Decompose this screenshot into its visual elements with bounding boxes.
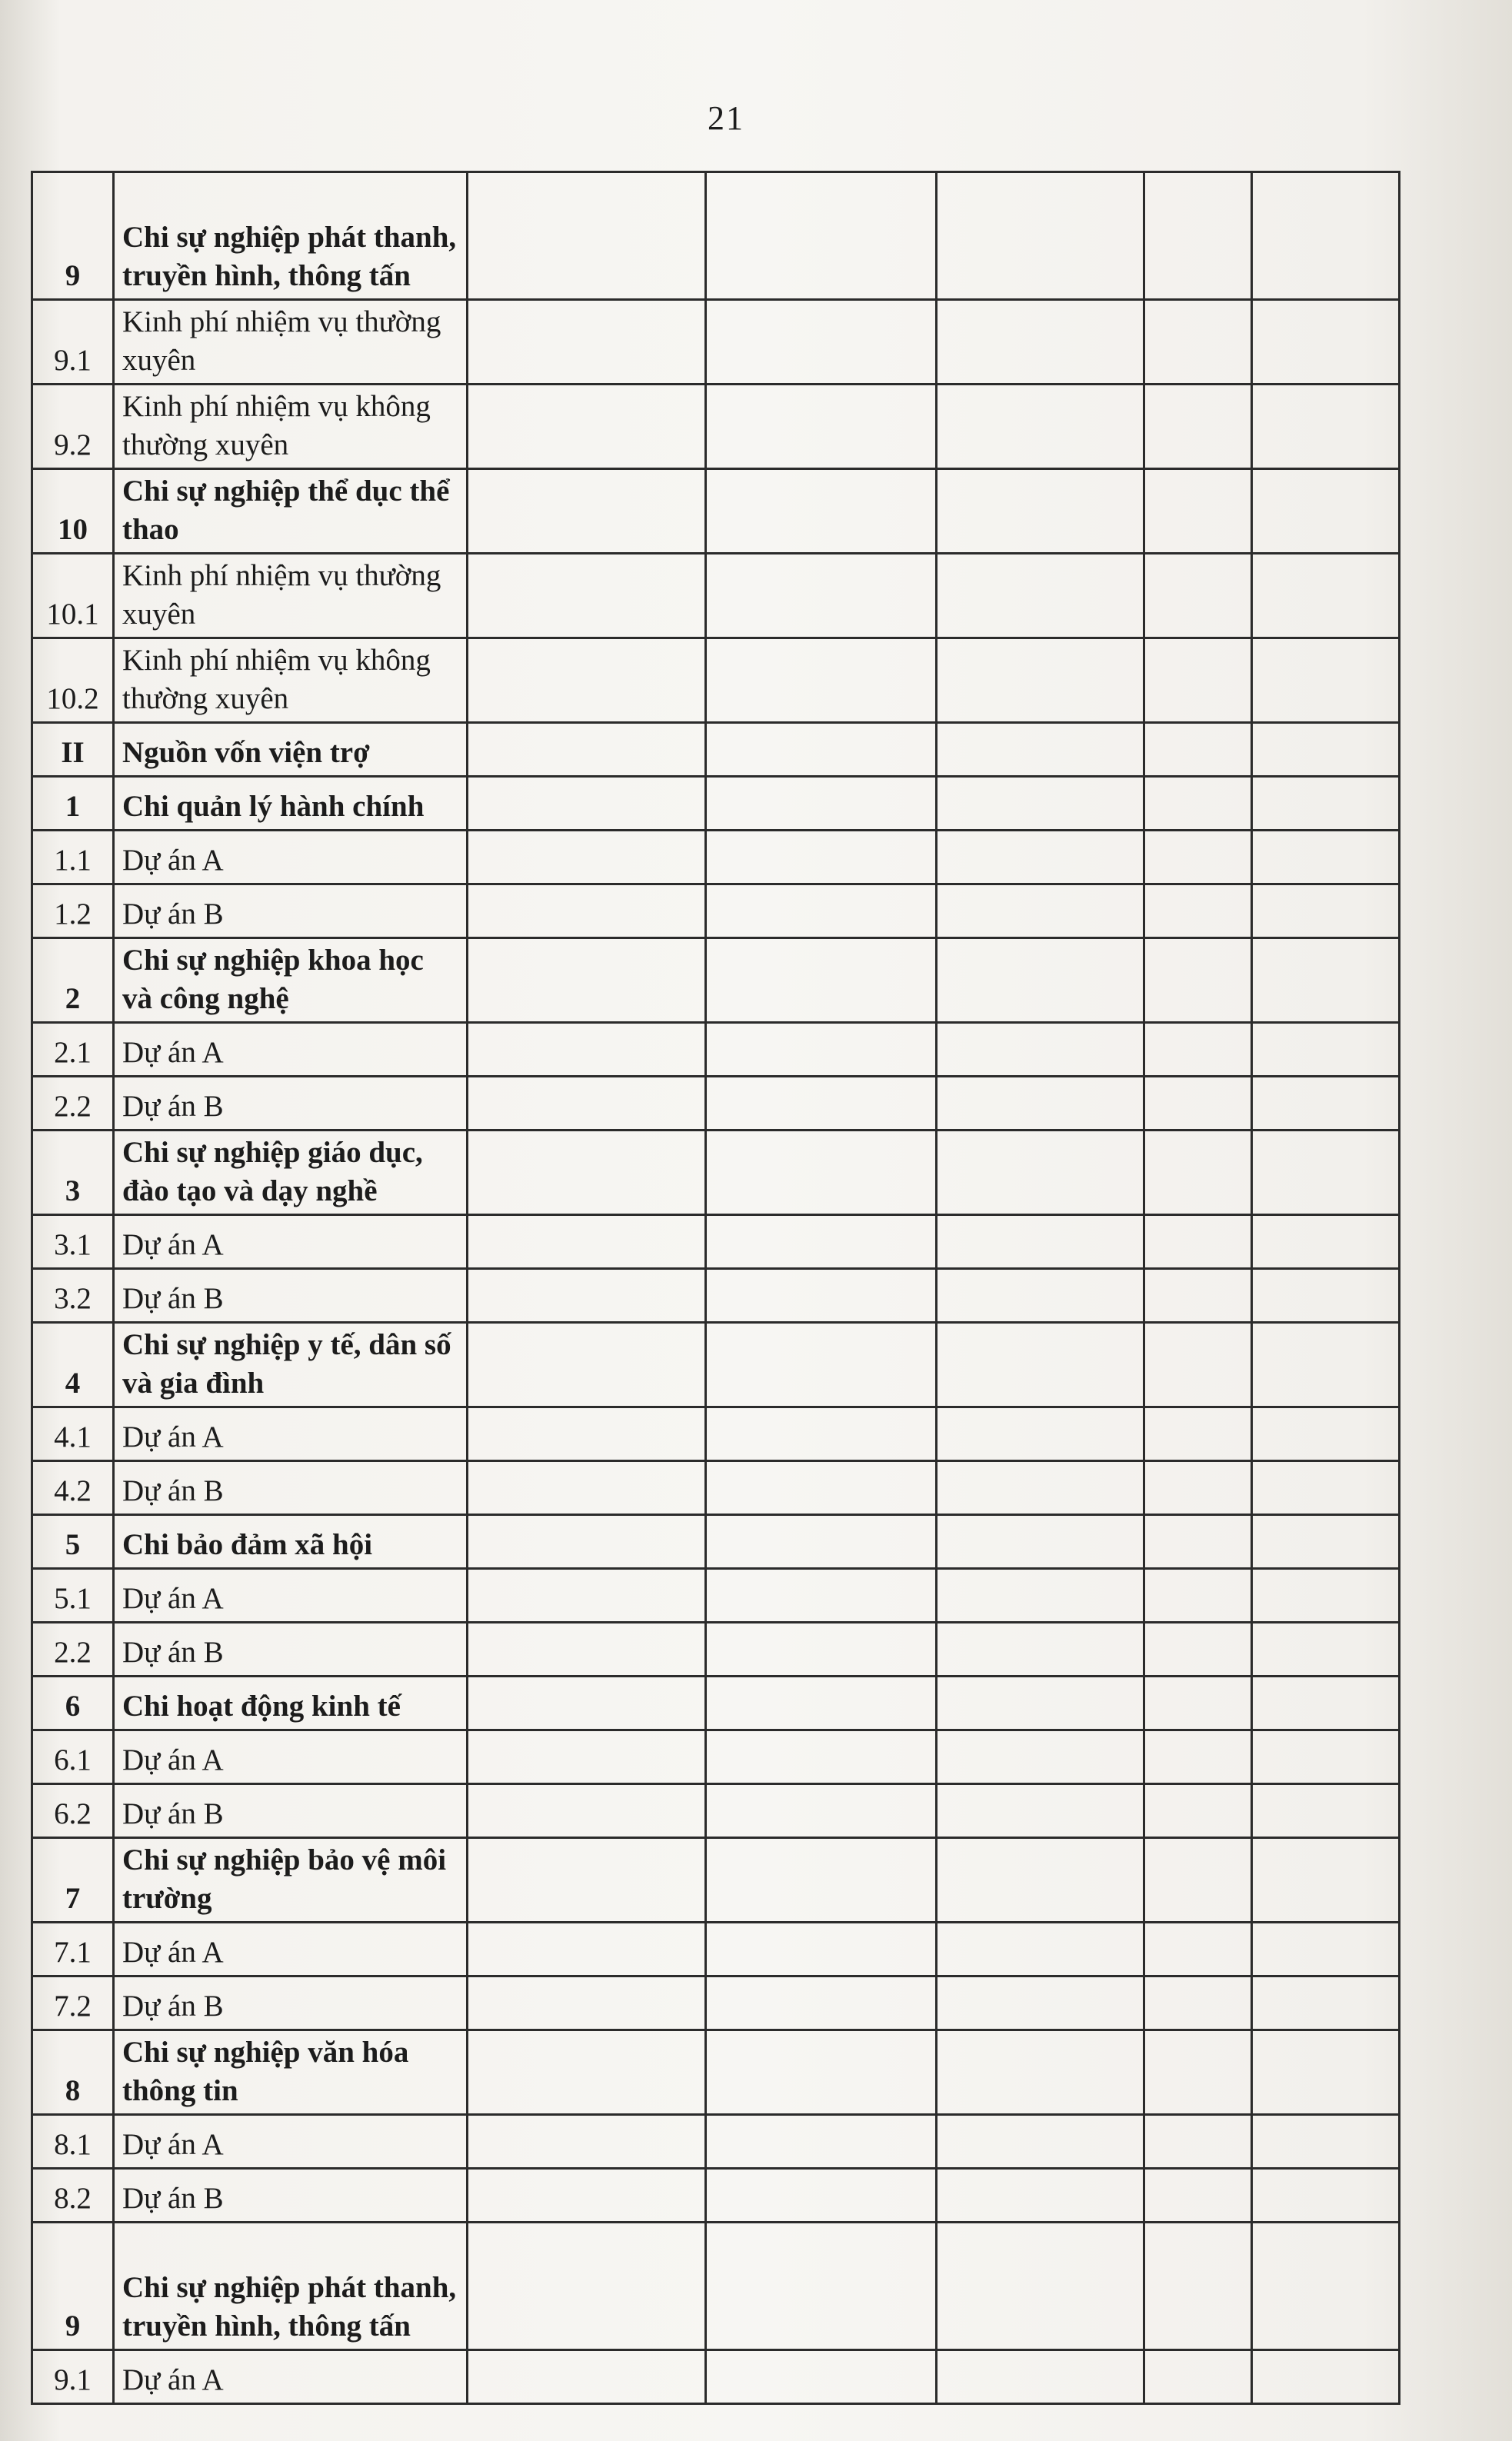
empty-cell	[468, 1407, 706, 1461]
empty-cell	[468, 300, 706, 385]
empty-cell	[1144, 554, 1252, 638]
empty-cell	[1252, 884, 1400, 938]
row-index: 3.2	[32, 1269, 114, 1323]
row-index: 2.2	[32, 1077, 114, 1131]
empty-cell	[706, 1461, 937, 1515]
empty-cell	[937, 1784, 1144, 1838]
row-index: 6	[32, 1677, 114, 1730]
empty-cell	[937, 831, 1144, 884]
empty-cell	[1144, 2169, 1252, 2223]
empty-cell	[937, 1623, 1144, 1677]
row-index: 4	[32, 1323, 114, 1407]
row-index: 2.2	[32, 1623, 114, 1677]
row-label: Chi sự nghiệp bảo vệ môi trường	[114, 1838, 468, 1923]
empty-cell	[937, 1515, 1144, 1569]
empty-cell	[937, 172, 1144, 300]
row-label: Kinh phí nhiệm vụ thường xuyên	[114, 554, 468, 638]
table-row	[32, 1677, 1400, 1730]
empty-cell	[937, 2169, 1144, 2223]
empty-cell	[706, 1131, 937, 1215]
empty-cell	[1252, 554, 1400, 638]
empty-cell	[706, 1269, 937, 1323]
empty-cell	[468, 2169, 706, 2223]
table-row	[32, 469, 1400, 554]
empty-cell	[468, 1269, 706, 1323]
row-label: Dự án B	[114, 884, 468, 938]
empty-cell	[1252, 1077, 1400, 1131]
row-label: Dự án B	[114, 1077, 468, 1131]
empty-cell	[1144, 1077, 1252, 1131]
table-row	[32, 938, 1400, 1023]
empty-cell	[1144, 1215, 1252, 1269]
row-label: Chi quản lý hành chính	[114, 777, 468, 831]
empty-cell	[1252, 2030, 1400, 2115]
row-label: Dự án A	[114, 831, 468, 884]
empty-cell	[468, 1515, 706, 1569]
empty-cell	[1144, 300, 1252, 385]
empty-cell	[468, 1784, 706, 1838]
table-row	[32, 1569, 1400, 1623]
row-label: Kinh phí nhiệm vụ thường xuyên	[114, 300, 468, 385]
empty-cell	[1252, 1623, 1400, 1677]
table-row	[32, 2169, 1400, 2223]
empty-cell	[706, 172, 937, 300]
row-index: 10.1	[32, 554, 114, 638]
table-row	[32, 1077, 1400, 1131]
empty-cell	[468, 2223, 706, 2350]
empty-cell	[706, 2223, 937, 2350]
empty-cell	[937, 2223, 1144, 2350]
page-number: 21	[708, 99, 744, 137]
empty-cell	[706, 1623, 937, 1677]
row-index: 6.1	[32, 1730, 114, 1784]
empty-cell	[468, 2350, 706, 2404]
table-row	[32, 831, 1400, 884]
row-index: 1	[32, 777, 114, 831]
empty-cell	[937, 554, 1144, 638]
row-label: Dự án B	[114, 1784, 468, 1838]
row-label: Kinh phí nhiệm vụ không thường xuyên	[114, 638, 468, 723]
empty-cell	[706, 2350, 937, 2404]
empty-cell	[1252, 1407, 1400, 1461]
row-index: 9	[32, 172, 114, 300]
row-label: Dự án B	[114, 2169, 468, 2223]
empty-cell	[706, 1923, 937, 1976]
empty-cell	[937, 469, 1144, 554]
empty-cell	[1144, 469, 1252, 554]
empty-cell	[1144, 1269, 1252, 1323]
table-row	[32, 1215, 1400, 1269]
table-row	[32, 1323, 1400, 1407]
empty-cell	[468, 723, 706, 777]
empty-cell	[1252, 1023, 1400, 1077]
budget-table	[31, 171, 1400, 2405]
empty-cell	[706, 884, 937, 938]
empty-cell	[1252, 1323, 1400, 1407]
empty-cell	[1252, 831, 1400, 884]
row-index: 1.2	[32, 884, 114, 938]
empty-cell	[1252, 385, 1400, 469]
empty-cell	[706, 1569, 937, 1623]
empty-cell	[937, 1923, 1144, 1976]
row-index: 7.1	[32, 1923, 114, 1976]
empty-cell	[937, 723, 1144, 777]
empty-cell	[468, 831, 706, 884]
table-row	[32, 172, 1400, 300]
empty-cell	[1144, 1923, 1252, 1976]
empty-cell	[706, 554, 937, 638]
empty-cell	[937, 1077, 1144, 1131]
row-index: 1.1	[32, 831, 114, 884]
empty-cell	[1144, 1515, 1252, 1569]
empty-cell	[706, 638, 937, 723]
table-row	[32, 1407, 1400, 1461]
empty-cell	[706, 1976, 937, 2030]
empty-cell	[1144, 1323, 1252, 1407]
table-row	[32, 884, 1400, 938]
row-label: Kinh phí nhiệm vụ không thường xuyên	[114, 385, 468, 469]
empty-cell	[1252, 1730, 1400, 1784]
empty-cell	[1252, 2223, 1400, 2350]
row-index: 7	[32, 1838, 114, 1923]
empty-cell	[468, 554, 706, 638]
empty-cell	[1144, 1730, 1252, 1784]
row-index: 3.1	[32, 1215, 114, 1269]
empty-cell	[1144, 1838, 1252, 1923]
row-label: Chi sự nghiệp thể dục thể thao	[114, 469, 468, 554]
empty-cell	[937, 938, 1144, 1023]
empty-cell	[1144, 723, 1252, 777]
empty-cell	[937, 777, 1144, 831]
empty-cell	[1252, 2115, 1400, 2169]
empty-cell	[468, 1077, 706, 1131]
empty-cell	[1252, 1269, 1400, 1323]
empty-cell	[468, 1976, 706, 2030]
empty-cell	[937, 638, 1144, 723]
empty-cell	[1144, 1623, 1252, 1677]
empty-cell	[1252, 1976, 1400, 2030]
row-label: Chi sự nghiệp khoa học và công nghệ	[114, 938, 468, 1023]
row-index: 4.2	[32, 1461, 114, 1515]
empty-cell	[937, 2030, 1144, 2115]
row-label: Dự án A	[114, 2115, 468, 2169]
empty-cell	[468, 1131, 706, 1215]
empty-cell	[468, 385, 706, 469]
table-row	[32, 1730, 1400, 1784]
empty-cell	[706, 1077, 937, 1131]
empty-cell	[1144, 884, 1252, 938]
row-label: Dự án A	[114, 1215, 468, 1269]
empty-cell	[1144, 938, 1252, 1023]
row-label: Chi sự nghiệp y tế, dân số và gia đình	[114, 1323, 468, 1407]
empty-cell	[706, 1023, 937, 1077]
table-row	[32, 1838, 1400, 1923]
empty-cell	[1252, 1569, 1400, 1623]
row-index: II	[32, 723, 114, 777]
row-index: 2	[32, 938, 114, 1023]
row-label: Dự án A	[114, 1730, 468, 1784]
empty-cell	[468, 938, 706, 1023]
row-index: 5	[32, 1515, 114, 1569]
empty-cell	[1252, 2350, 1400, 2404]
row-label: Dự án B	[114, 1461, 468, 1515]
empty-cell	[937, 1131, 1144, 1215]
empty-cell	[706, 1784, 937, 1838]
empty-cell	[1144, 1023, 1252, 1077]
empty-cell	[468, 1838, 706, 1923]
empty-cell	[706, 469, 937, 554]
empty-cell	[1144, 1461, 1252, 1515]
row-index: 3	[32, 1131, 114, 1215]
row-label: Chi sự nghiệp văn hóa thông tin	[114, 2030, 468, 2115]
empty-cell	[706, 1838, 937, 1923]
table-row	[32, 1131, 1400, 1215]
empty-cell	[468, 1215, 706, 1269]
table-row	[32, 2350, 1400, 2404]
row-label: Chi hoạt động kinh tế	[114, 1677, 468, 1730]
empty-cell	[937, 1461, 1144, 1515]
empty-cell	[937, 1215, 1144, 1269]
empty-cell	[1144, 1677, 1252, 1730]
row-index: 4.1	[32, 1407, 114, 1461]
empty-cell	[1252, 1131, 1400, 1215]
table-row	[32, 1515, 1400, 1569]
empty-cell	[1252, 638, 1400, 723]
row-label: Dự án B	[114, 1623, 468, 1677]
row-label: Chi bảo đảm xã hội	[114, 1515, 468, 1569]
empty-cell	[1252, 469, 1400, 554]
empty-cell	[1144, 1131, 1252, 1215]
empty-cell	[706, 1323, 937, 1407]
row-label: Chi sự nghiệp phát thanh, truyền hình, thông tấn	[114, 2223, 468, 2350]
empty-cell	[937, 1269, 1144, 1323]
table-row	[32, 1623, 1400, 1677]
empty-cell	[468, 884, 706, 938]
empty-cell	[937, 2350, 1144, 2404]
table-row	[32, 1784, 1400, 1838]
table-row	[32, 723, 1400, 777]
empty-cell	[937, 884, 1144, 938]
empty-cell	[937, 1323, 1144, 1407]
row-label: Dự án A	[114, 1407, 468, 1461]
empty-cell	[468, 2115, 706, 2169]
empty-cell	[937, 1407, 1144, 1461]
row-label: Dự án A	[114, 1569, 468, 1623]
empty-cell	[706, 385, 937, 469]
empty-cell	[1252, 1515, 1400, 1569]
empty-cell	[468, 1461, 706, 1515]
empty-cell	[1144, 2350, 1252, 2404]
empty-cell	[468, 1923, 706, 1976]
table-row	[32, 385, 1400, 469]
empty-cell	[468, 1730, 706, 1784]
table-row	[32, 2115, 1400, 2169]
row-label: Dự án B	[114, 1976, 468, 2030]
empty-cell	[468, 777, 706, 831]
row-index: 9	[32, 2223, 114, 2350]
row-label: Dự án A	[114, 1923, 468, 1976]
table-row	[32, 1923, 1400, 1976]
row-label: Dự án A	[114, 1023, 468, 1077]
table-row	[32, 1023, 1400, 1077]
row-label: Nguồn vốn viện trợ	[114, 723, 468, 777]
row-label: Chi sự nghiệp phát thanh, truyền hình, thông tấn	[114, 172, 468, 300]
empty-cell	[1252, 172, 1400, 300]
empty-cell	[468, 1323, 706, 1407]
row-index: 9.1	[32, 2350, 114, 2404]
empty-cell	[1144, 777, 1252, 831]
empty-cell	[937, 1677, 1144, 1730]
empty-cell	[706, 777, 937, 831]
row-index: 8	[32, 2030, 114, 2115]
empty-cell	[1144, 2223, 1252, 2350]
table-row	[32, 1269, 1400, 1323]
empty-cell	[1252, 777, 1400, 831]
table-row	[32, 2223, 1400, 2350]
empty-cell	[937, 1976, 1144, 2030]
row-label: Dự án A	[114, 2350, 468, 2404]
table-row	[32, 300, 1400, 385]
empty-cell	[1144, 831, 1252, 884]
empty-cell	[468, 1677, 706, 1730]
empty-cell	[1252, 1923, 1400, 1976]
empty-cell	[706, 2115, 937, 2169]
row-index: 10.2	[32, 638, 114, 723]
empty-cell	[1252, 1677, 1400, 1730]
row-label: Dự án B	[114, 1269, 468, 1323]
row-index: 6.2	[32, 1784, 114, 1838]
empty-cell	[937, 300, 1144, 385]
empty-cell	[1144, 172, 1252, 300]
empty-cell	[1144, 1976, 1252, 2030]
empty-cell	[706, 1407, 937, 1461]
empty-cell	[1252, 1461, 1400, 1515]
empty-cell	[706, 1730, 937, 1784]
table-row	[32, 1461, 1400, 1515]
empty-cell	[706, 723, 937, 777]
row-index: 8.2	[32, 2169, 114, 2223]
empty-cell	[468, 1623, 706, 1677]
empty-cell	[468, 1569, 706, 1623]
empty-cell	[1144, 1407, 1252, 1461]
empty-cell	[706, 1677, 937, 1730]
empty-cell	[1252, 723, 1400, 777]
empty-cell	[706, 1515, 937, 1569]
row-index: 7.2	[32, 1976, 114, 2030]
empty-cell	[937, 1569, 1144, 1623]
empty-cell	[1144, 1784, 1252, 1838]
empty-cell	[468, 172, 706, 300]
empty-cell	[937, 1023, 1144, 1077]
empty-cell	[468, 2030, 706, 2115]
empty-cell	[706, 2169, 937, 2223]
empty-cell	[706, 1215, 937, 1269]
table-row	[32, 554, 1400, 638]
empty-cell	[1144, 2115, 1252, 2169]
row-label: Chi sự nghiệp giáo dục, đào tạo và dạy nghề	[114, 1131, 468, 1215]
empty-cell	[706, 938, 937, 1023]
empty-cell	[937, 2115, 1144, 2169]
empty-cell	[937, 385, 1144, 469]
empty-cell	[1252, 938, 1400, 1023]
empty-cell	[1252, 1215, 1400, 1269]
empty-cell	[937, 1838, 1144, 1923]
empty-cell	[1252, 2169, 1400, 2223]
row-index: 10	[32, 469, 114, 554]
row-index: 9.2	[32, 385, 114, 469]
empty-cell	[1144, 2030, 1252, 2115]
empty-cell	[468, 1023, 706, 1077]
table-row	[32, 638, 1400, 723]
empty-cell	[706, 831, 937, 884]
empty-cell	[706, 300, 937, 385]
empty-cell	[468, 638, 706, 723]
empty-cell	[1144, 638, 1252, 723]
empty-cell	[1144, 385, 1252, 469]
empty-cell	[1252, 1838, 1400, 1923]
table-row	[32, 1976, 1400, 2030]
empty-cell	[937, 1730, 1144, 1784]
row-index: 8.1	[32, 2115, 114, 2169]
row-index: 5.1	[32, 1569, 114, 1623]
row-index: 2.1	[32, 1023, 114, 1077]
empty-cell	[1144, 1569, 1252, 1623]
row-index: 9.1	[32, 300, 114, 385]
empty-cell	[1252, 1784, 1400, 1838]
empty-cell	[706, 2030, 937, 2115]
table-row	[32, 777, 1400, 831]
table-row	[32, 2030, 1400, 2115]
empty-cell	[468, 469, 706, 554]
empty-cell	[1252, 300, 1400, 385]
